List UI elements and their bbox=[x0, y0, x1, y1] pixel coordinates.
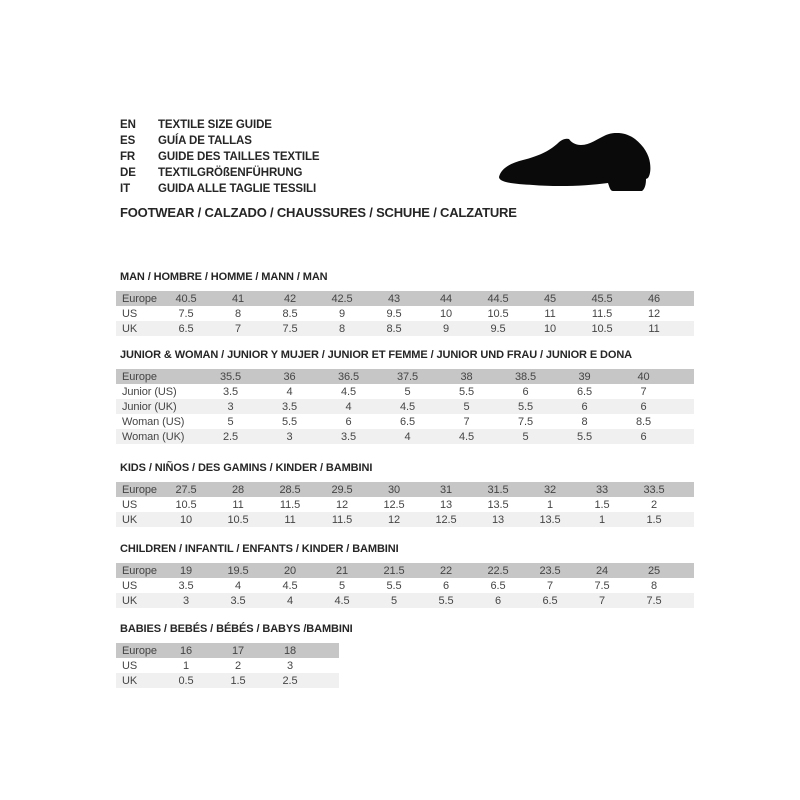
column-header-cell: 38.5 bbox=[496, 369, 555, 384]
table-row bbox=[116, 578, 694, 593]
size-table-junior-woman bbox=[116, 369, 694, 444]
filler-cell bbox=[680, 578, 694, 593]
column-header-cell: 38 bbox=[437, 369, 496, 384]
size-value-cell: 12.5 bbox=[420, 512, 472, 527]
filler-cell bbox=[680, 563, 694, 578]
column-header-cell: 33.5 bbox=[628, 482, 680, 497]
table-header-row bbox=[116, 643, 339, 658]
size-value-cell: 11.5 bbox=[264, 497, 316, 512]
column-header-cell: 32 bbox=[524, 482, 576, 497]
lang-code: IT bbox=[120, 183, 131, 195]
column-header-cell: 31.5 bbox=[472, 482, 524, 497]
column-header-cell: 33 bbox=[576, 482, 628, 497]
column-header-cell: 22 bbox=[420, 563, 472, 578]
row-label: US bbox=[116, 578, 160, 593]
size-value-cell: 7 bbox=[524, 578, 576, 593]
size-value-cell: 5 bbox=[496, 429, 555, 444]
size-value-cell: 12 bbox=[628, 306, 680, 321]
size-value-cell: 1 bbox=[160, 658, 212, 673]
size-value-cell: 4.5 bbox=[319, 384, 378, 399]
section-title: BABIES / BEBÉS / BÉBÉS / BABYS /BAMBINI bbox=[120, 623, 353, 635]
column-header-cell: 29.5 bbox=[316, 482, 368, 497]
lang-row-it bbox=[120, 181, 320, 197]
size-value-cell: 11.5 bbox=[316, 512, 368, 527]
region-header-label: Europe bbox=[116, 482, 160, 497]
size-value-cell: 8 bbox=[628, 578, 680, 593]
size-value-cell: 3.5 bbox=[212, 593, 264, 608]
size-table-children bbox=[116, 563, 694, 608]
size-value-cell: 7 bbox=[437, 414, 496, 429]
size-value-cell: 12 bbox=[316, 497, 368, 512]
column-header-cell: 25 bbox=[628, 563, 680, 578]
size-value-cell: 5.5 bbox=[368, 578, 420, 593]
lang-row-es bbox=[120, 133, 320, 149]
column-header-cell: 40 bbox=[614, 369, 673, 384]
size-value-cell: 13 bbox=[420, 497, 472, 512]
row-label: UK bbox=[116, 321, 160, 336]
row-label: Junior (US) bbox=[116, 384, 201, 399]
row-label: Woman (UK) bbox=[116, 429, 201, 444]
filler-cell bbox=[673, 429, 694, 444]
size-value-cell: 11 bbox=[628, 321, 680, 336]
size-value-cell: 9 bbox=[420, 321, 472, 336]
column-header-cell: 45.5 bbox=[576, 291, 628, 306]
size-value-cell: 4.5 bbox=[437, 429, 496, 444]
lang-text: GUIDE DES TAILLES TEXTILE bbox=[158, 151, 320, 163]
table-header-row bbox=[116, 563, 694, 578]
column-header-cell: 31 bbox=[420, 482, 472, 497]
size-value-cell: 5.5 bbox=[437, 384, 496, 399]
size-value-cell: 4 bbox=[319, 399, 378, 414]
size-value-cell: 8.5 bbox=[368, 321, 420, 336]
size-value-cell: 8 bbox=[316, 321, 368, 336]
size-value-cell: 3 bbox=[260, 429, 319, 444]
size-value-cell: 6 bbox=[420, 578, 472, 593]
filler-cell bbox=[673, 399, 694, 414]
size-value-cell: 10.5 bbox=[576, 321, 628, 336]
row-label: UK bbox=[116, 673, 160, 688]
size-value-cell: 13.5 bbox=[472, 497, 524, 512]
column-header-cell: 42 bbox=[264, 291, 316, 306]
size-value-cell: 6.5 bbox=[555, 384, 614, 399]
column-header-cell: 36.5 bbox=[319, 369, 378, 384]
size-value-cell: 2 bbox=[212, 658, 264, 673]
column-header-cell: 36 bbox=[260, 369, 319, 384]
size-value-cell: 7.5 bbox=[160, 306, 212, 321]
column-header-cell: 28.5 bbox=[264, 482, 316, 497]
column-header-cell: 41 bbox=[212, 291, 264, 306]
size-value-cell: 8 bbox=[212, 306, 264, 321]
size-value-cell: 11.5 bbox=[576, 306, 628, 321]
size-value-cell: 7.5 bbox=[576, 578, 628, 593]
size-value-cell: 3.5 bbox=[160, 578, 212, 593]
size-value-cell: 6 bbox=[319, 414, 378, 429]
column-header-cell: 30 bbox=[368, 482, 420, 497]
size-value-cell: 10 bbox=[160, 512, 212, 527]
table-row bbox=[116, 321, 694, 336]
size-value-cell: 4 bbox=[378, 429, 437, 444]
section-children bbox=[116, 542, 694, 608]
size-value-cell: 12 bbox=[368, 512, 420, 527]
size-value-cell: 7 bbox=[614, 384, 673, 399]
column-header-cell: 35.5 bbox=[201, 369, 260, 384]
size-value-cell: 10.5 bbox=[212, 512, 264, 527]
size-table-man bbox=[116, 291, 694, 336]
size-value-cell: 5.5 bbox=[260, 414, 319, 429]
section-title: MAN / HOMBRE / HOMME / MANN / MAN bbox=[120, 271, 328, 283]
lang-code: FR bbox=[120, 151, 136, 163]
section-babies bbox=[116, 622, 694, 688]
size-value-cell: 7.5 bbox=[264, 321, 316, 336]
size-value-cell: 10.5 bbox=[472, 306, 524, 321]
size-value-cell: 2.5 bbox=[201, 429, 260, 444]
size-value-cell: 6 bbox=[614, 429, 673, 444]
size-value-cell: 11 bbox=[212, 497, 264, 512]
column-header-cell: 28 bbox=[212, 482, 264, 497]
lang-text: TEXTILE SIZE GUIDE bbox=[158, 119, 272, 131]
filler-cell bbox=[680, 321, 694, 336]
section-title: KIDS / NIÑOS / DES GAMINS / KINDER / BAMBINI bbox=[120, 462, 373, 474]
column-header-cell: 45 bbox=[524, 291, 576, 306]
column-header-cell: 18 bbox=[264, 643, 316, 658]
size-value-cell: 3.5 bbox=[260, 399, 319, 414]
size-table-kids bbox=[116, 482, 694, 527]
table-row bbox=[116, 429, 694, 444]
column-header-cell: 42.5 bbox=[316, 291, 368, 306]
size-value-cell: 7 bbox=[212, 321, 264, 336]
table-row bbox=[116, 512, 694, 527]
size-value-cell: 2 bbox=[628, 497, 680, 512]
size-value-cell: 4.5 bbox=[264, 578, 316, 593]
size-value-cell: 6.5 bbox=[378, 414, 437, 429]
size-value-cell: 6 bbox=[472, 593, 524, 608]
column-header-cell: 20 bbox=[264, 563, 316, 578]
column-header-cell: 43 bbox=[368, 291, 420, 306]
size-value-cell: 6 bbox=[614, 399, 673, 414]
table-row bbox=[116, 384, 694, 399]
section-man bbox=[116, 270, 694, 336]
filler-cell bbox=[680, 306, 694, 321]
size-value-cell: 5 bbox=[316, 578, 368, 593]
size-value-cell: 5.5 bbox=[496, 399, 555, 414]
size-value-cell: 7 bbox=[576, 593, 628, 608]
section-title: JUNIOR & WOMAN / JUNIOR Y MUJER / JUNIOR ET FEMME / JUNIOR UND FRAU / JUNIOR E DONA bbox=[120, 349, 633, 361]
lang-code: ES bbox=[120, 135, 136, 147]
size-value-cell: 1.5 bbox=[212, 673, 264, 688]
size-value-cell: 4 bbox=[260, 384, 319, 399]
size-value-cell: 5 bbox=[368, 593, 420, 608]
column-header-cell: 27.5 bbox=[160, 482, 212, 497]
filler-cell bbox=[316, 658, 339, 673]
dress-shoe-silhouette-icon bbox=[497, 133, 679, 195]
region-header-label: Europe bbox=[116, 291, 160, 306]
lang-row-fr bbox=[120, 149, 320, 165]
column-header-cell: 44.5 bbox=[472, 291, 524, 306]
filler-cell bbox=[316, 673, 339, 688]
lang-row-en bbox=[120, 117, 320, 133]
size-value-cell: 6.5 bbox=[524, 593, 576, 608]
lang-text: GUÍA DE TALLAS bbox=[158, 135, 252, 147]
region-header-label: Europe bbox=[116, 643, 160, 658]
filler-cell bbox=[673, 384, 694, 399]
category-line: FOOTWEAR / CALZADO / CHAUSSURES / SCHUHE / CALZATURE bbox=[120, 205, 517, 220]
size-value-cell: 13 bbox=[472, 512, 524, 527]
size-value-cell: 3 bbox=[201, 399, 260, 414]
column-header-cell: 16 bbox=[160, 643, 212, 658]
row-label: US bbox=[116, 658, 160, 673]
column-header-cell: 19.5 bbox=[212, 563, 264, 578]
size-value-cell: 5 bbox=[437, 399, 496, 414]
size-value-cell: 3 bbox=[264, 658, 316, 673]
lang-text: TEXTILGRÖßENFÜHRUNG bbox=[158, 167, 303, 179]
size-value-cell: 13.5 bbox=[524, 512, 576, 527]
size-value-cell: 9.5 bbox=[368, 306, 420, 321]
size-value-cell: 1.5 bbox=[576, 497, 628, 512]
section-kids bbox=[116, 461, 694, 527]
size-value-cell: 11 bbox=[264, 512, 316, 527]
column-header-cell: 19 bbox=[160, 563, 212, 578]
section-junior-woman bbox=[116, 348, 694, 444]
filler-cell bbox=[673, 369, 694, 384]
size-value-cell: 5.5 bbox=[420, 593, 472, 608]
language-title-block bbox=[120, 117, 320, 197]
lang-code: DE bbox=[120, 167, 136, 179]
column-header-cell: 46 bbox=[628, 291, 680, 306]
filler-cell bbox=[680, 497, 694, 512]
table-row bbox=[116, 673, 339, 688]
size-value-cell: 6.5 bbox=[472, 578, 524, 593]
size-value-cell: 5 bbox=[201, 414, 260, 429]
size-value-cell: 8.5 bbox=[614, 414, 673, 429]
filler-cell bbox=[680, 593, 694, 608]
size-value-cell: 9.5 bbox=[472, 321, 524, 336]
size-value-cell: 4.5 bbox=[378, 399, 437, 414]
size-value-cell: 10.5 bbox=[160, 497, 212, 512]
table-row bbox=[116, 497, 694, 512]
size-value-cell: 10 bbox=[420, 306, 472, 321]
column-header-cell: 21.5 bbox=[368, 563, 420, 578]
column-header-cell: 22.5 bbox=[472, 563, 524, 578]
size-value-cell: 10 bbox=[524, 321, 576, 336]
filler-cell bbox=[680, 512, 694, 527]
size-value-cell: 6.5 bbox=[160, 321, 212, 336]
row-label: UK bbox=[116, 593, 160, 608]
size-value-cell: 8.5 bbox=[264, 306, 316, 321]
row-label: UK bbox=[116, 512, 160, 527]
section-title: CHILDREN / INFANTIL / ENFANTS / KINDER / BAMBINI bbox=[120, 543, 399, 555]
column-header-cell: 23.5 bbox=[524, 563, 576, 578]
filler-cell bbox=[316, 643, 339, 658]
column-header-cell: 24 bbox=[576, 563, 628, 578]
column-header-cell: 17 bbox=[212, 643, 264, 658]
size-value-cell: 6 bbox=[555, 399, 614, 414]
size-value-cell: 3.5 bbox=[319, 429, 378, 444]
region-header-label: Europe bbox=[116, 563, 160, 578]
table-header-row bbox=[116, 369, 694, 384]
lang-row-de bbox=[120, 165, 320, 181]
table-row bbox=[116, 306, 694, 321]
size-value-cell: 12.5 bbox=[368, 497, 420, 512]
row-label: Junior (UK) bbox=[116, 399, 201, 414]
row-label: US bbox=[116, 497, 160, 512]
filler-cell bbox=[680, 482, 694, 497]
column-header-cell: 37.5 bbox=[378, 369, 437, 384]
size-value-cell: 9 bbox=[316, 306, 368, 321]
row-label: US bbox=[116, 306, 160, 321]
size-value-cell: 4.5 bbox=[316, 593, 368, 608]
size-value-cell: 3.5 bbox=[201, 384, 260, 399]
lang-code: EN bbox=[120, 119, 136, 131]
filler-cell bbox=[673, 414, 694, 429]
size-value-cell: 5 bbox=[378, 384, 437, 399]
column-header-cell: 40.5 bbox=[160, 291, 212, 306]
column-header-cell: 44 bbox=[420, 291, 472, 306]
region-header-label: Europe bbox=[116, 369, 201, 384]
size-value-cell: 2.5 bbox=[264, 673, 316, 688]
size-value-cell: 4 bbox=[212, 578, 264, 593]
table-row bbox=[116, 593, 694, 608]
table-header-row bbox=[116, 482, 694, 497]
size-value-cell: 8 bbox=[555, 414, 614, 429]
column-header-cell: 21 bbox=[316, 563, 368, 578]
filler-cell bbox=[680, 291, 694, 306]
size-value-cell: 3 bbox=[160, 593, 212, 608]
size-value-cell: 11 bbox=[524, 306, 576, 321]
size-value-cell: 7.5 bbox=[496, 414, 555, 429]
table-row bbox=[116, 658, 339, 673]
size-value-cell: 6 bbox=[496, 384, 555, 399]
size-table-babies bbox=[116, 643, 339, 688]
size-value-cell: 0.5 bbox=[160, 673, 212, 688]
size-value-cell: 1 bbox=[576, 512, 628, 527]
size-value-cell: 5.5 bbox=[555, 429, 614, 444]
column-header-cell: 39 bbox=[555, 369, 614, 384]
row-label: Woman (US) bbox=[116, 414, 201, 429]
size-value-cell: 1.5 bbox=[628, 512, 680, 527]
table-row bbox=[116, 399, 694, 414]
lang-text: GUIDA ALLE TAGLIE TESSILI bbox=[158, 183, 317, 195]
table-row bbox=[116, 414, 694, 429]
table-header-row bbox=[116, 291, 694, 306]
size-value-cell: 4 bbox=[264, 593, 316, 608]
size-value-cell: 7.5 bbox=[628, 593, 680, 608]
size-value-cell: 1 bbox=[524, 497, 576, 512]
